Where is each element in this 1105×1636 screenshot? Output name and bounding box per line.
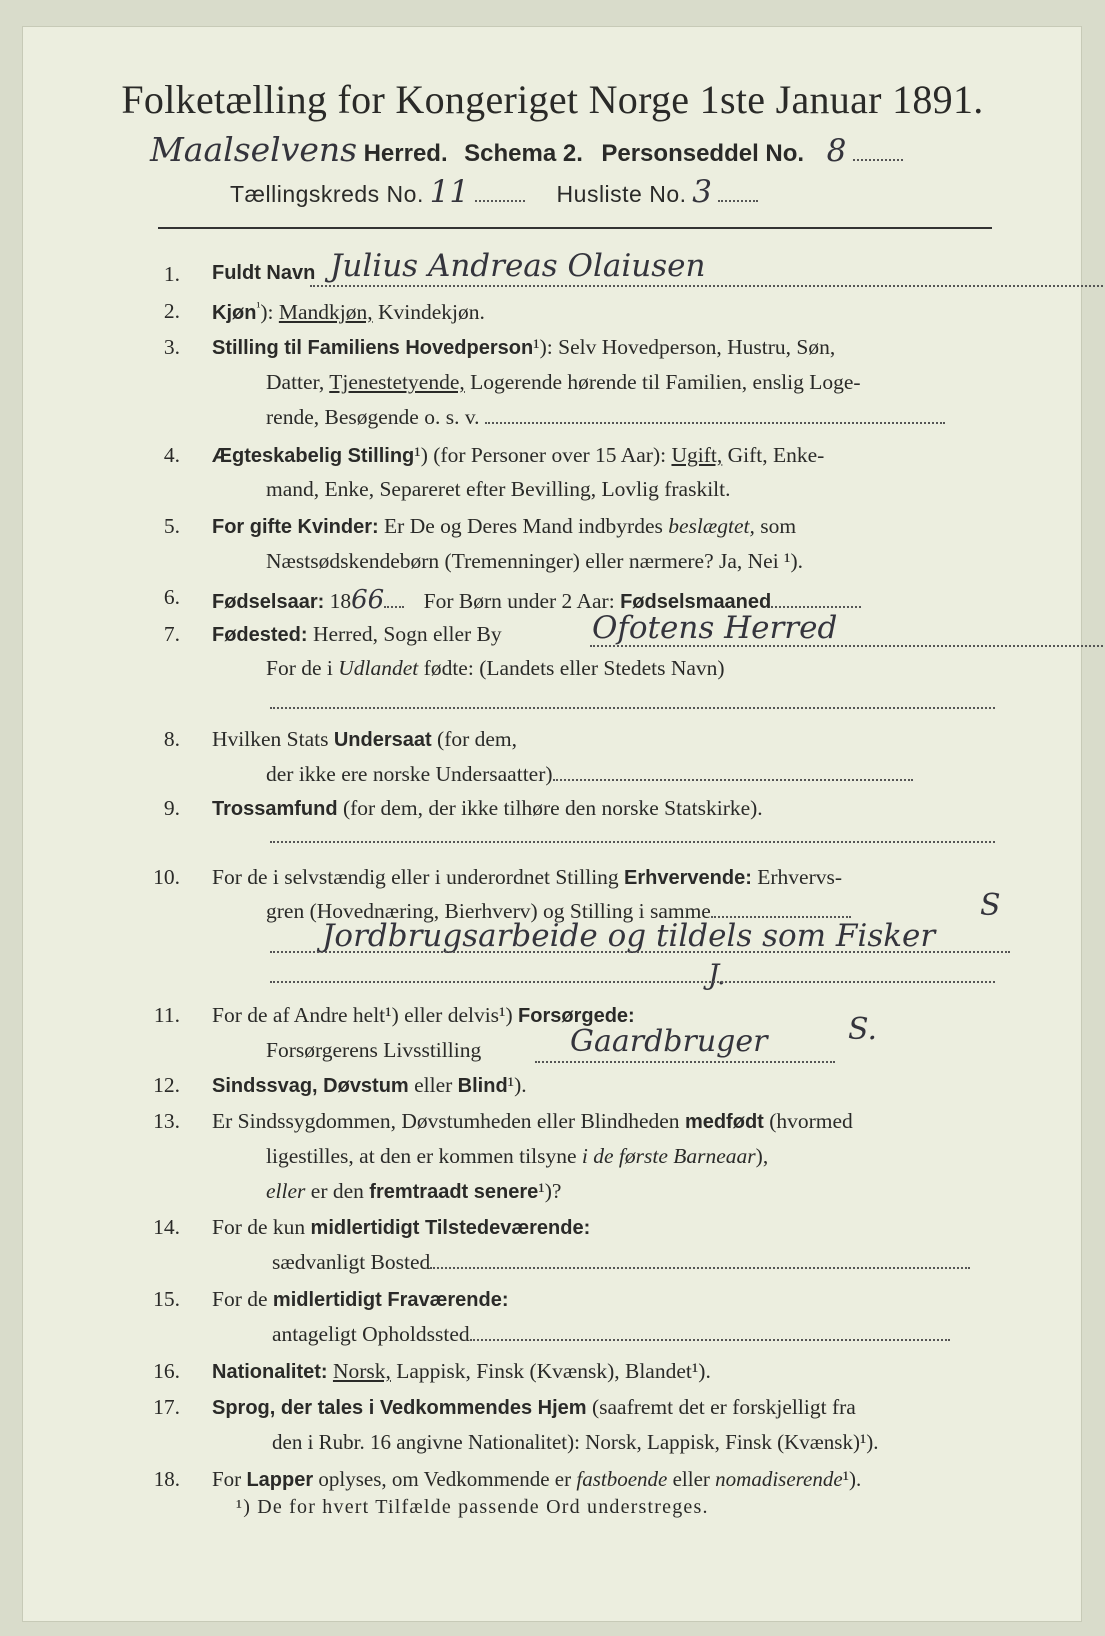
kreds-number: 11	[429, 174, 470, 210]
item-1-label: Fuldt Navn	[212, 262, 316, 284]
marital-unmarried-underlined: Ugift,	[671, 443, 723, 467]
gender-male-underlined: Mandkjøn,	[278, 300, 373, 325]
occupation-code-mark: J.	[708, 958, 726, 991]
birthplace-value: Ofotens Herred	[592, 610, 838, 646]
form-title: Folketælling for Kongeriget Norge 1ste Januar 1891.	[121, 77, 984, 122]
full-name-value: Julius Andreas Olaiusen	[330, 248, 706, 284]
footnote: ¹) De for hvert Tilfælde passende Ord understreges.	[236, 1496, 709, 1518]
husliste-number: 3	[692, 174, 713, 210]
header-line-herred	[150, 130, 903, 169]
position-servant-underlined: Tjenestetyende,	[329, 370, 465, 394]
occupation-mark: S	[980, 888, 1001, 923]
schema-label: Schema 2.	[464, 140, 583, 167]
husliste-label: Husliste No.	[556, 181, 687, 207]
birth-year-value: 66	[351, 585, 385, 615]
header-line-kreds	[230, 174, 758, 210]
kreds-label: Tællingskreds No.	[230, 181, 424, 207]
provider-mark: S.	[848, 1012, 878, 1047]
personseddel-label: Personseddel No.	[601, 140, 805, 167]
personseddel-number: 8	[826, 133, 847, 169]
occupation-value: Jordbrugsarbeide og tildels som Fisker	[322, 918, 936, 954]
herred-handwritten: Maalselvens	[150, 130, 358, 169]
header-rule	[158, 227, 992, 229]
nationality-norsk-underlined: Norsk,	[332, 1359, 391, 1383]
provider-occupation-value: Gaardbruger	[570, 1024, 768, 1059]
herred-label: Herred.	[363, 140, 448, 167]
